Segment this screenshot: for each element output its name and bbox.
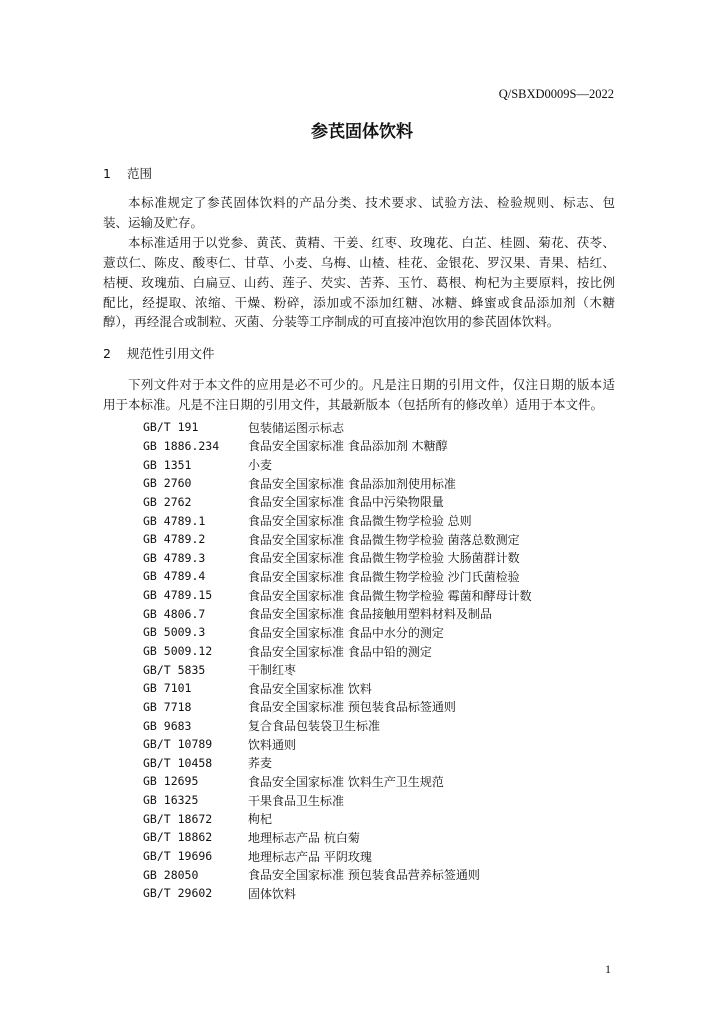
reference-item xyxy=(143,511,623,530)
reference-code: GB/T 191 xyxy=(143,420,199,435)
reference-code: GB/T 5835 xyxy=(143,662,206,677)
reference-item xyxy=(143,418,623,437)
reference-item xyxy=(143,437,623,456)
reference-code: GB 4806.7 xyxy=(143,606,206,621)
reference-title: 食品安全国家标准 食品微生物学检验 沙门氏菌检验 xyxy=(248,569,520,584)
reference-code: GB 2762 xyxy=(143,494,192,509)
reference-title: 干制红枣 xyxy=(248,663,297,678)
scope-paragraph-2: 本标准适用于以党参、黄芪、黄精、干姜、红枣、玫瑰花、白芷、桂圆、菊花、茯苓、薏苡仁、陈皮、酸枣仁、甘草、小麦、乌梅、山楂、桂花、金银花、罗汉果、青果、桔红、桔梗、玫瑰茄、白扁豆、山药、莲子、芡实、苦荞、玉竹、葛根、枸杞为主要原料，按比例配比，经提取、浓缩、干燥、粉碎，添加或不添加红糖、冰糖、蜂蜜或食品添加剂（木糖醇），再经混合或制粒、灭菌、分装等工序制成的可直接冲泡饮用的参芪固体饮料。 xyxy=(103,234,615,330)
reference-title: 食品安全国家标准 食品接触用塑料材料及制品 xyxy=(248,607,492,622)
reference-code: GB 12695 xyxy=(143,774,199,789)
reference-item xyxy=(143,847,623,866)
section-1-body xyxy=(103,193,615,332)
reference-title: 食品安全国家标准 食品微生物学检验 菌落总数测定 xyxy=(248,532,520,547)
reference-code: GB 1351 xyxy=(143,457,192,472)
reference-title: 食品安全国家标准 食品微生物学检验 大肠菌群计数 xyxy=(248,551,520,566)
reference-code: GB 28050 xyxy=(143,867,199,882)
reference-item xyxy=(143,493,623,512)
reference-code: GB/T 29602 xyxy=(143,886,213,901)
reference-title: 小麦 xyxy=(248,458,273,473)
reference-item xyxy=(143,604,623,623)
reference-item xyxy=(143,548,623,567)
reference-title: 荞麦 xyxy=(248,756,273,771)
normative-reference-list xyxy=(143,418,623,903)
reference-item xyxy=(143,754,623,773)
reference-title: 食品安全国家标准 食品添加剂使用标准 xyxy=(248,476,456,491)
reference-item xyxy=(143,660,623,679)
reference-item xyxy=(143,642,623,661)
standard-code: Q/SBXD0009S—2022 xyxy=(498,87,614,101)
reference-code: GB/T 18672 xyxy=(143,811,213,826)
section-2-title: 规范性引用文件 xyxy=(127,346,215,361)
section-2-body xyxy=(103,375,615,415)
reference-title: 食品安全国家标准 预包装食品营养标签通则 xyxy=(248,868,480,883)
reference-code: GB 4789.3 xyxy=(143,550,206,565)
reference-title: 食品安全国家标准 食品中污染物限量 xyxy=(248,495,444,510)
document-title: 参芪固体饮料 xyxy=(311,122,413,142)
reference-title: 食品安全国家标准 食品微生物学检验 霉菌和酵母计数 xyxy=(248,588,532,603)
reference-title: 复合食品包装袋卫生标准 xyxy=(248,719,381,734)
page-number: 1 xyxy=(605,962,611,976)
reference-item xyxy=(143,586,623,605)
reference-item xyxy=(143,809,623,828)
reference-item xyxy=(143,865,623,884)
reference-code: GB/T 10458 xyxy=(143,755,213,770)
section-1-number: 1 xyxy=(103,166,111,181)
reference-title: 食品安全国家标准 食品中水分的测定 xyxy=(248,625,444,640)
references-intro-paragraph: 下列文件对于本文件的应用是必不可少的。凡是注日期的引用文件，仅注日期的版本适用于本标准。凡是不注日期的引用文件，其最新版本（包括所有的修改单）适用于本文件。 xyxy=(103,377,615,412)
reference-title: 食品安全国家标准 饮料生产卫生规范 xyxy=(248,774,444,789)
reference-item xyxy=(143,698,623,717)
section-2-number: 2 xyxy=(103,346,111,361)
reference-title: 食品安全国家标准 饮料 xyxy=(248,681,372,696)
reference-title: 食品安全国家标准 食品添加剂 木糖醇 xyxy=(248,439,448,454)
reference-code: GB 4789.1 xyxy=(143,513,206,528)
scope-paragraph-1: 本标准规定了参芪固体饮料的产品分类、技术要求、试验方法、检验规则、标志、包装、运输及贮存。 xyxy=(103,195,615,230)
reference-title: 食品安全国家标准 食品中铅的测定 xyxy=(248,644,432,659)
reference-code: GB 1886.234 xyxy=(143,438,220,453)
reference-code: GB/T 18862 xyxy=(143,830,213,845)
reference-code: GB 2760 xyxy=(143,476,192,491)
reference-code: GB 16325 xyxy=(143,793,199,808)
reference-item xyxy=(143,884,623,903)
reference-code: GB/T 19696 xyxy=(143,849,213,864)
reference-item xyxy=(143,455,623,474)
reference-title: 食品安全国家标准 预包装食品标签通则 xyxy=(248,700,456,715)
reference-title: 地理标志产品 杭白菊 xyxy=(248,830,360,845)
reference-item xyxy=(143,474,623,493)
reference-item xyxy=(143,828,623,847)
reference-title: 地理标志产品 平阴玫瑰 xyxy=(248,849,372,864)
reference-code: GB 4789.4 xyxy=(143,569,206,584)
reference-item xyxy=(143,772,623,791)
reference-code: GB 4789.15 xyxy=(143,588,213,603)
reference-code: GB 7718 xyxy=(143,699,192,714)
reference-item xyxy=(143,530,623,549)
reference-code: GB 4789.2 xyxy=(143,532,206,547)
reference-item xyxy=(143,735,623,754)
reference-item xyxy=(143,791,623,810)
reference-code: GB/T 10789 xyxy=(143,737,213,752)
reference-item xyxy=(143,567,623,586)
reference-title: 食品安全国家标准 食品微生物学检验 总则 xyxy=(248,514,472,529)
reference-title: 干果食品卫生标准 xyxy=(248,793,345,808)
reference-code: GB 9683 xyxy=(143,718,192,733)
reference-item xyxy=(143,716,623,735)
reference-title: 包装储运图示标志 xyxy=(248,420,345,435)
reference-title: 枸杞 xyxy=(248,812,273,827)
reference-item xyxy=(143,623,623,642)
reference-title: 固体饮料 xyxy=(248,886,297,901)
section-2-heading xyxy=(103,344,215,362)
section-1-heading xyxy=(103,164,152,182)
reference-code: GB 5009.12 xyxy=(143,644,213,658)
reference-code: GB 5009.3 xyxy=(143,625,206,640)
section-1-title: 范围 xyxy=(127,166,153,181)
reference-code: GB 7101 xyxy=(143,681,192,696)
reference-item xyxy=(143,679,623,698)
reference-title: 饮料通则 xyxy=(248,737,297,752)
